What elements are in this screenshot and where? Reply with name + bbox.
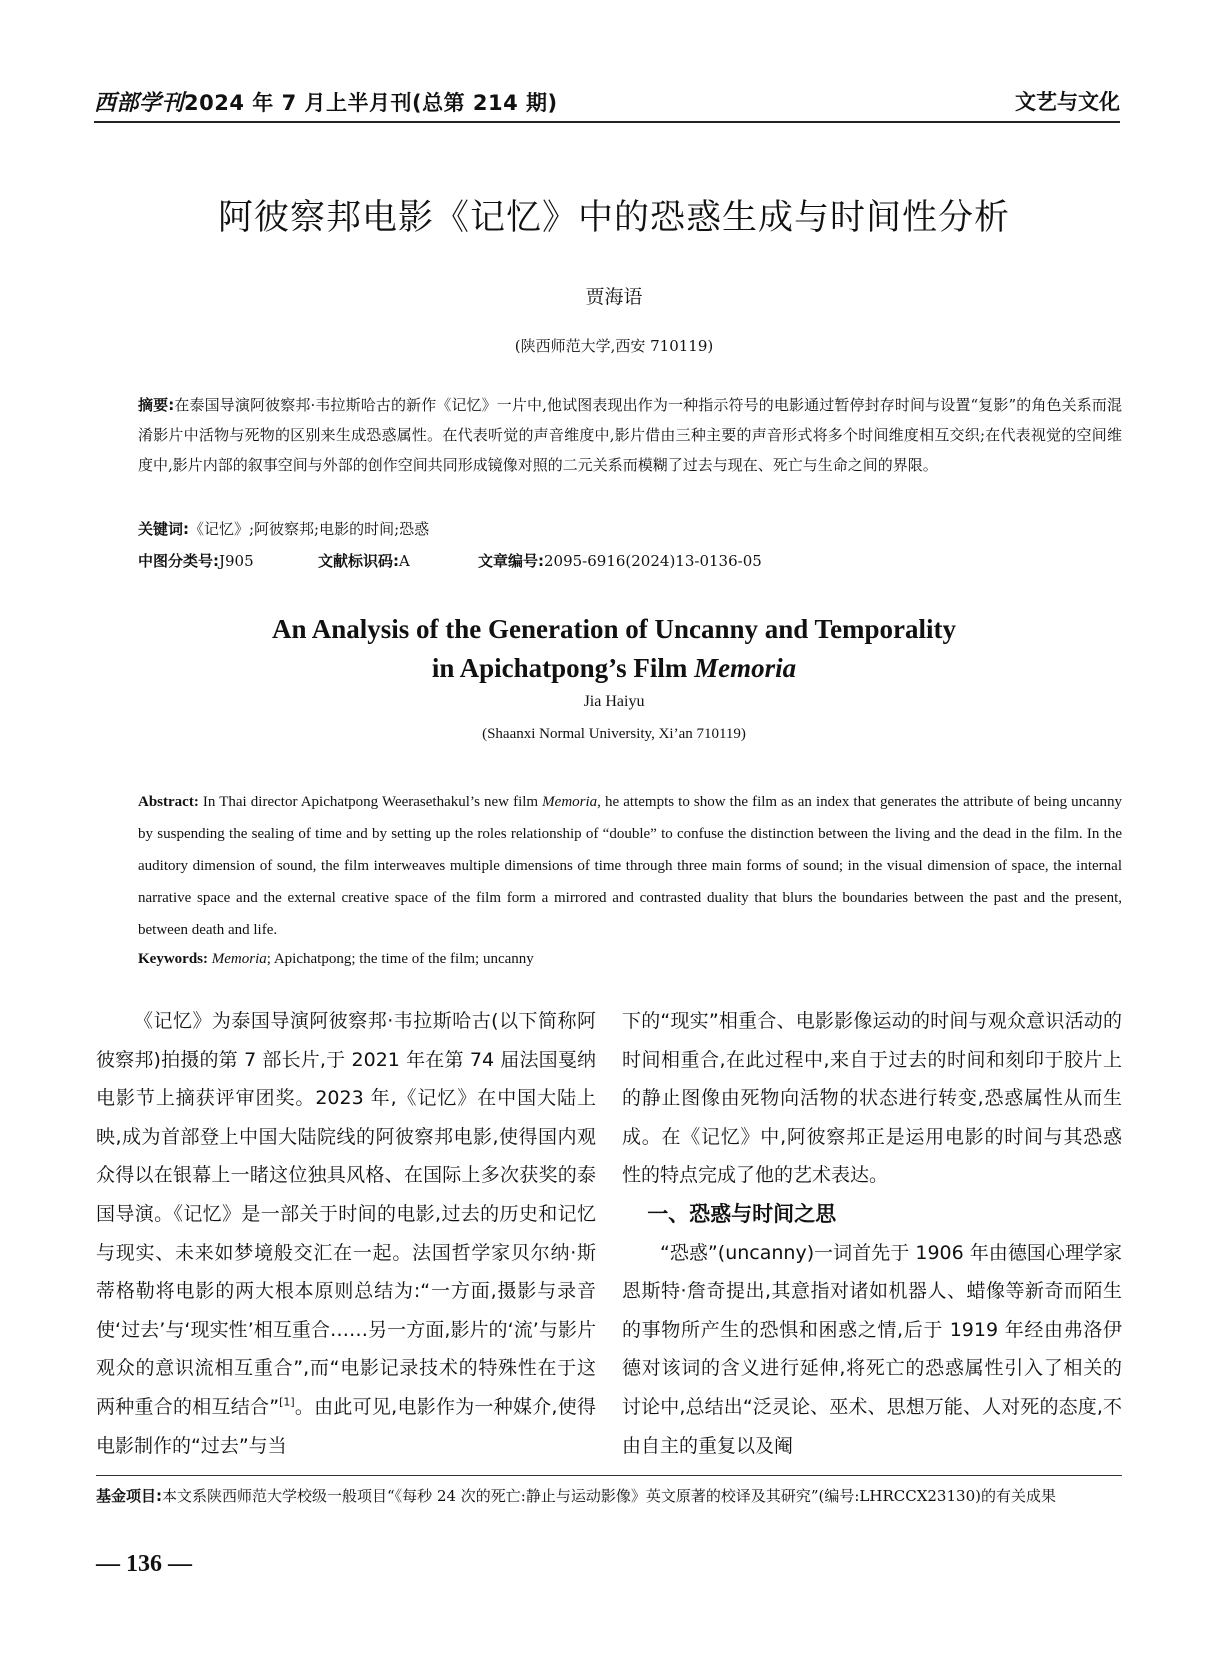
page-number: — 136 — [96, 1551, 192, 1577]
funding-footnote [96, 1482, 1122, 1511]
classification-line [138, 546, 1122, 576]
body-paragraph: 下的“现实”相重合、电影影像运动的时间与观众意识活动的时间相重合,在此过程中,来自于过去的时间和刻印于胶片上的静止图像由死物向活物的状态进行转变,恐惑属性从而生成。在《记忆》中,阿彼察邦正是运用电影的时间与其恐惑性的特点完成了他的艺术表达。 [622, 1010, 1122, 1187]
article-number [478, 546, 762, 576]
journal-logo: 西部学刊 [94, 90, 185, 116]
author-en: Jia Haiyu [583, 693, 645, 710]
keywords-cn [138, 514, 1122, 544]
abstract-en-part2: , he attempts to show the film as an index that generates the attribute of being uncanny by suspending the sealing of time and by setting up the roles relationship of “double” to confuse the distinction between the living and the dead in the film. In the auditory dimension of sound, the film interweaves multiple dimensions of time through three main forms of sound; in the visual dimension of space, the internal narrative space and the external creative space of the film form a mirrored and contrasted duality that blurs the boundaries between the past and the present, between death and life. [138, 794, 1122, 938]
keywords-en [138, 943, 1122, 975]
article-title-cn: 阿彼察邦电影《记忆》中的恐惑生成与时间性分析 [217, 198, 1010, 238]
header-divider [94, 121, 1120, 123]
footnote-label: 基金项目: [96, 1487, 162, 1505]
section-heading: 一、恐惑与时间之思 [647, 1201, 837, 1226]
article-number-label: 文章编号: [478, 552, 544, 570]
abstract-label-cn: 摘要: [138, 396, 175, 414]
keywords-en-film: Memoria [211, 951, 267, 967]
body-paragraph [96, 1002, 596, 1465]
document-code-value: A [399, 552, 410, 570]
footnote-text: 本文系陕西师范大学校级一般项目“《每秒 24 次的死亡:静止与运动影像》英文原著的校译及其研究”(编号:LHRCCX23130)的有关成果 [162, 1487, 1056, 1505]
abstract-cn [138, 390, 1122, 480]
keywords-label-cn: 关键词: [138, 520, 189, 538]
abstract-text-cn: 在泰国导演阿彼察邦·韦拉斯哈古的新作《记忆》一片中,他试图表现出作为一种指示符号的电影通过暂停封存时间与设置“复影”的角色关系而混淆影片中活物与死物的区别来生成恐惑属性。在代表听觉的声音维度中,影片借由三种主要的声音形式将多个时间维度相互交织;在代表视觉的空间维度中,影片内部的叙事空间与外部的创作空间共同形成镜像对照的二元关系而模糊了过去与现在、死亡与生命之间的界限。 [138, 396, 1122, 474]
title-en-film: Memoria [694, 653, 797, 683]
body-paragraph: “恐惑”(uncanny)一词首先于 1906 年由德国心理学家恩斯特·詹奇提出,其意指对诸如机器人、蜡像等新奇而陌生的事物所产生的恐惧和困惑之情,后于 1919 年经由弗洛伊德对该词的含义进行延伸,将死亡的恐惑属性引入了相关的讨论中,总结出“泛灵论、巫术、思想万能、人对死的态度,不由自主的重复以及阉 [622, 1241, 1122, 1457]
section-name: 文艺与文化 [1015, 90, 1120, 114]
abstract-label-en: Abstract: [138, 794, 199, 810]
body-column-right [622, 1002, 1122, 1465]
keywords-label-en: Keywords: [138, 951, 208, 967]
author-cn: 贾海语 [585, 286, 643, 308]
affiliation-en: (Shaanxi Normal University, Xi’an 710119) [482, 726, 746, 742]
body-text: 《记忆》为泰国导演阿彼察邦·韦拉斯哈古(以下简称阿彼察邦)拍摄的第 7 部长片,于 2021 年在第 74 届法国戛纳电影节上摘获评审团奖。2023 年,《记忆》在中国大陆上映,成为首部登上中国大陆院线的阿彼察邦电影,使得国内观众得以在银幕上一睹这位独具风格、在国际上多次获奖的泰国导演。《记忆》是一部关于时间的电影,过去的历史和记忆与现实、未来如梦境般交汇在一起。法国哲学家贝尔纳·斯蒂格勒将电影的两大根本原则总结为:“一方面,摄影与录音使‘过去’与‘现实性’相互重合……另一方面,影片的‘流’与影片观众的意识流相互重合”,而“电影记录技术的特殊性在于这两种重合的相互结合” [96, 1010, 596, 1418]
article-title-en-line1: An Analysis of the Generation of Uncanny and Temporality [271, 614, 957, 644]
footnote-divider [96, 1475, 1122, 1476]
issue-info: 2024 年 7 月上半月刊(总第 214 期) [184, 91, 558, 115]
title-en-prefix: in Apichatpong’s Film [431, 653, 695, 683]
document-code [318, 546, 478, 576]
clc-value: J905 [219, 552, 254, 570]
keywords-en-rest: ; Apichatpong; the time of the film; uncanny [266, 951, 534, 967]
body-text: 。由此可见,电影作为一种媒介,使得电影制作的“过去”与当 [96, 1395, 596, 1457]
keywords-text-cn: 《记忆》;阿彼察邦;电影的时间;恐惑 [189, 520, 430, 538]
article-number-value: 2095-6916(2024)13-0136-05 [544, 552, 762, 570]
article-title-en-line2 [0, 653, 1228, 684]
abstract-en-film: Memoria [542, 794, 598, 810]
affiliation-cn: (陕西师范大学,西安 710119) [514, 337, 714, 355]
abstract-en [138, 786, 1122, 946]
clc-label: 中图分类号: [138, 552, 219, 570]
running-header-journal [94, 86, 558, 117]
clc-number [138, 546, 318, 576]
body-column-left [96, 1002, 596, 1465]
document-code-label: 文献标识码: [318, 552, 399, 570]
abstract-en-part1: In Thai director Apichatpong Weerasethakul’s new film [198, 794, 543, 810]
citation-ref: [1] [279, 1395, 295, 1409]
